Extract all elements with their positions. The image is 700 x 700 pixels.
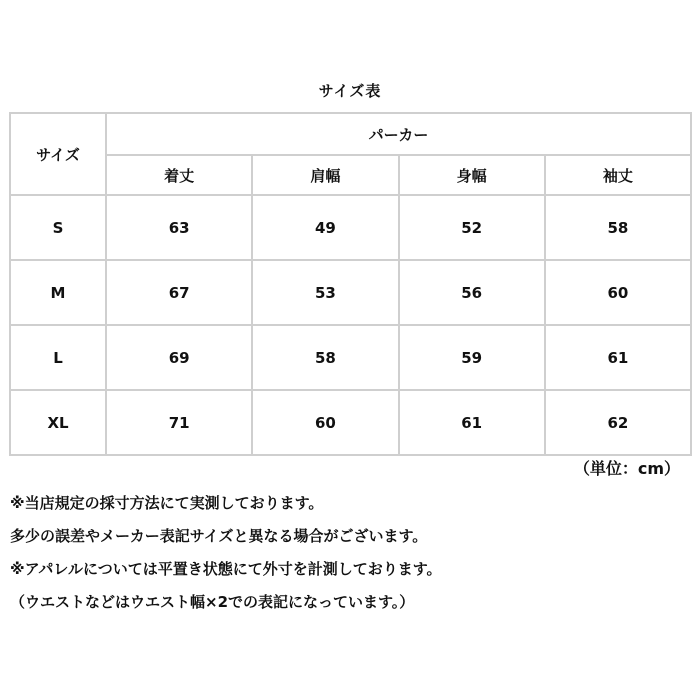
table-cell: 62 [545, 390, 691, 455]
table-cell: 60 [252, 390, 398, 455]
note-line: ※当店規定の採寸方法にて実測しております。 [10, 494, 324, 512]
table-cell: 49 [252, 195, 398, 260]
measurement-header-row [10, 155, 691, 195]
table-cell: 67 [106, 260, 252, 325]
table-row [10, 325, 691, 390]
table-cell: 53 [252, 260, 398, 325]
size-label: S [10, 195, 106, 260]
product-group-header: パーカー [106, 113, 691, 155]
table-cell: 61 [545, 325, 691, 390]
note-line: ※アパレルについては平置き状態にて外寸を計測しております。 [10, 560, 442, 578]
unit-label: （単位：cm） [573, 459, 680, 478]
note-line: （ウエストなどはウエスト幅×2での表記になっています。） [10, 593, 415, 611]
table-cell: 58 [545, 195, 691, 260]
size-table [9, 112, 692, 456]
table-cell: 71 [106, 390, 252, 455]
size-label: XL [10, 390, 106, 455]
column-header-shoulder: 肩幅 [252, 155, 398, 195]
notes [10, 487, 695, 619]
table-cell: 56 [399, 260, 545, 325]
table-group-header-row [10, 113, 691, 155]
table-cell: 52 [399, 195, 545, 260]
size-chart-title: サイズ表 [318, 82, 382, 100]
column-header-sleeve: 袖丈 [545, 155, 691, 195]
size-label: M [10, 260, 106, 325]
table-cell: 69 [106, 325, 252, 390]
column-header-chest: 身幅 [399, 155, 545, 195]
size-label: L [10, 325, 106, 390]
table-cell: 63 [106, 195, 252, 260]
table-row [10, 260, 691, 325]
table-row [10, 195, 691, 260]
size-column-header: サイズ [10, 113, 106, 195]
table-cell: 59 [399, 325, 545, 390]
table-row [10, 390, 691, 455]
column-header-length: 着丈 [106, 155, 252, 195]
table-cell: 61 [399, 390, 545, 455]
table-cell: 60 [545, 260, 691, 325]
table-cell: 58 [252, 325, 398, 390]
note-line: 多少の誤差やメーカー表記サイズと異なる場合がございます。 [10, 527, 428, 545]
